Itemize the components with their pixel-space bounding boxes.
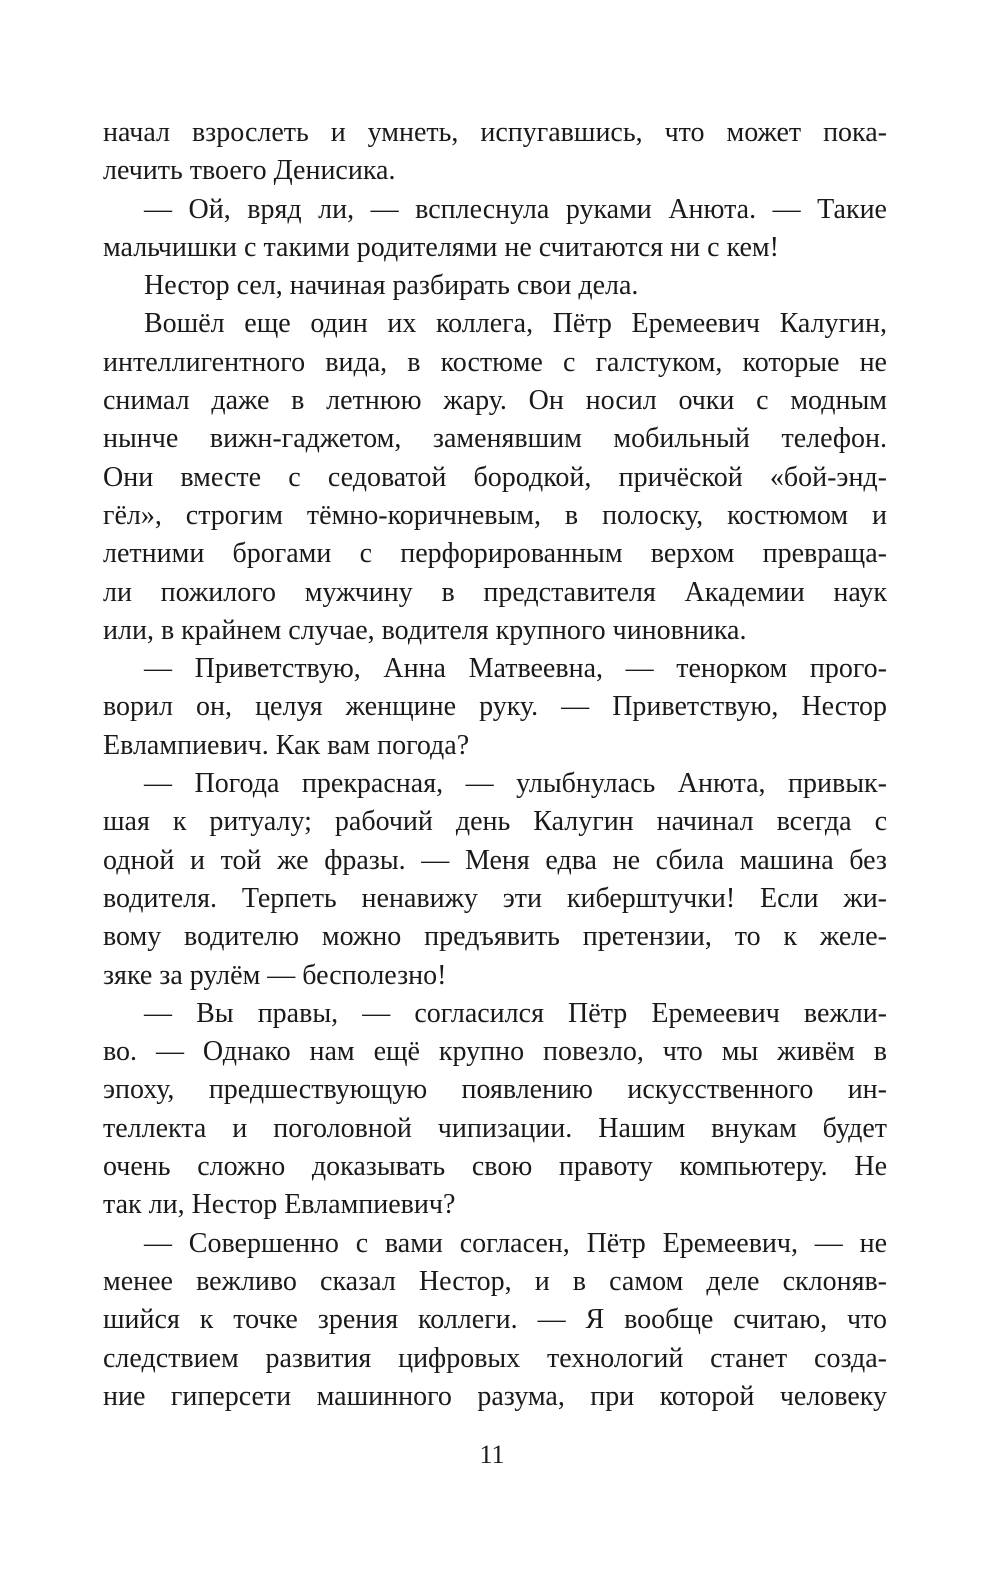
text-line: шая к ритуалу; рабочий день Калугин начинал всегда с [103,806,887,838]
text-line: ние гиперсети машинного разума, при которой человеку [103,1380,887,1412]
text-line: вому водителю можно предъявить претензии, то к желе- [103,921,887,953]
text-line: теллекта и поголовной чипизации. Нашим внукам будет [103,1112,887,1144]
text-line: лечить твоего Денисика. [103,155,396,187]
text-line: — Погода прекрасная, — улыбнулась Анюта, привык- [144,768,887,800]
text-line: летними брогами с перфорированным верхом превраща- [103,538,887,570]
page-number: 11 [479,1440,505,1469]
text-line: эпоху, предшествующую появлению искусственного ин- [103,1074,887,1106]
text-line: так ли, Нестор Евлампиевич? [103,1189,456,1221]
text-line: Они вместе с седоватой бородкой, причёской «бой-энд- [103,461,887,493]
text-line: шийся к точке зрения коллеги. — Я вообще считаю, что [103,1304,887,1336]
text-line: во. — Однако нам ещё крупно повезло, что мы живём в [103,1036,887,1068]
text-line: — Приветствую, Анна Матвеевна, — тенорком прого- [144,653,887,685]
text-line: — Вы правы, — согласился Пётр Еремеевич вежли- [144,997,887,1029]
text-line: зяке за рулём — бесполезно! [103,959,447,991]
text-line: ли пожилого мужчину в представителя Академии наук [103,576,887,608]
text-line: очень сложно доказывать свою правоту компьютеру. Не [103,1151,887,1183]
text-line: начал взрослеть и умнеть, испугавшись, что может пока- [103,117,887,148]
text-line: — Ой, вряд ли, — всплеснула руками Анюта. — Такие [144,193,887,225]
text-line: водителя. Терпеть ненавижу эти киберштучки! Если жи- [103,882,887,914]
text-line: гёл», строгим тёмно-коричневым, в полоску, костюмом и [103,499,887,531]
text-line: интеллигентного вида, в костюме с галстуком, которые не [103,346,887,378]
text-line: нынче вижн-гаджетом, заменявшим мобильный телефон. [103,423,887,455]
text-line: Вошёл еще один их коллега, Пётр Еремеевич Калугин, [144,308,887,340]
text-line: Евлампиевич. Как вам погода? [103,729,470,761]
text-line: снимал даже в летнюю жару. Он носил очки с модным [103,385,887,417]
body-text [103,114,887,1416]
text-line: мальчишки с такими родителями не считаются ни с кем! [103,231,779,263]
text-line: ворил он, целуя женщине руку. — Приветствую, Нестор [103,691,887,723]
text-line: следствием развития цифровых технологий станет созда- [103,1342,887,1374]
text-line: менее вежливо сказал Нестор, и в самом деле склоняв- [103,1265,887,1297]
text-line: одной и той же фразы. — Меня едва не сбила машина без [103,844,887,876]
text-line: Нестор сел, начиная разбирать свои дела. [144,270,639,302]
text-line: — Совершенно с вами согласен, Пётр Еремеевич, — не [144,1227,887,1259]
text-line: или, в крайнем случае, водителя крупного чиновника. [103,614,747,646]
